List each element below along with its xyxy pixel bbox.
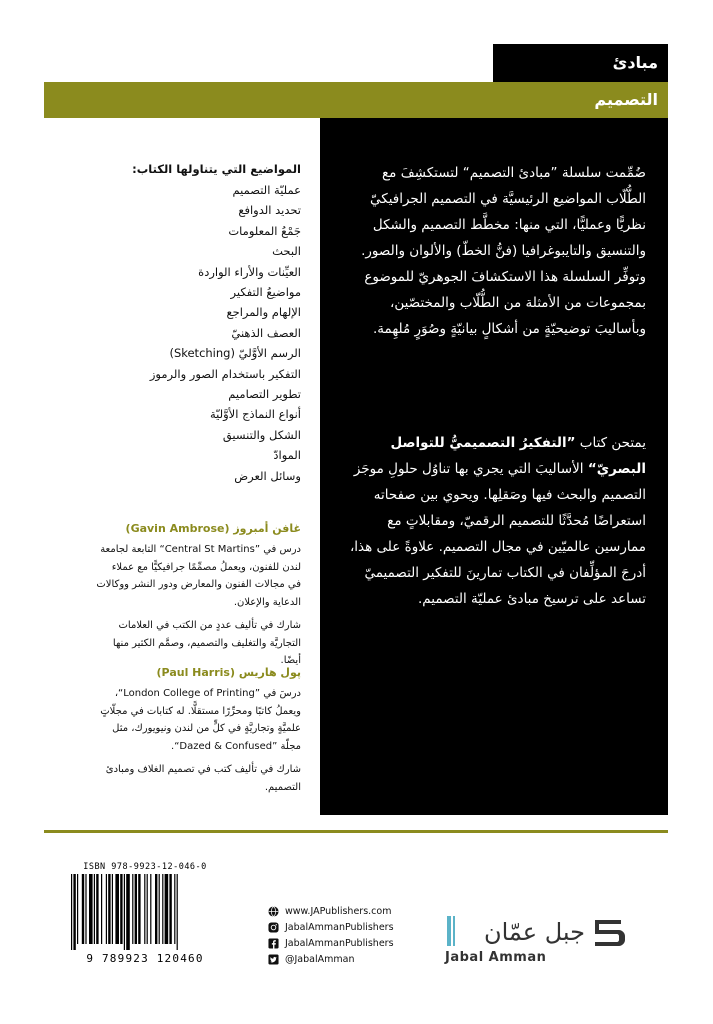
barcode-bar xyxy=(96,874,98,944)
barcode-bar xyxy=(177,874,178,950)
description-paragraph-1: ضُمِّمت سلسلة ”مبادئ التصميم“ لتستكشِفَ مع الطُّلّاب المواضيع الرئيسيَّة في التصميم الجرافيكيّ نظريًّا وعمليًّا، التي منها: مخطَّط التصميم والشكل والتنسيق والتايبوغرافيا (فنُّ الخطّ) والألوان والصور. وتوفِّر السلسلة هذا الاستكشافَ الجوهريّ للموضوع بمجموعات من الأمثلة من الطُّلّاب والمختصّين، وبأساليبَ توضيحيّةٍ من أشكالٍ بيانيّةٍ وصُوَرٍ مُلهِمة. xyxy=(361,165,646,337)
topic-item: عمليّة التصميم xyxy=(232,183,301,197)
barcode-bar xyxy=(71,874,72,950)
barcode-bar xyxy=(89,874,93,944)
barcode-bar xyxy=(124,874,125,950)
topics-section xyxy=(96,162,301,486)
barcode-bar xyxy=(108,874,110,944)
topic-item: العصف الذهنيّ xyxy=(231,325,301,340)
contact-facebook[interactable] xyxy=(268,935,438,951)
barcode-bar xyxy=(115,874,119,944)
author-bio: درسَ في ”London College of Printing“، ويعملُ كاتبًا ومحرِّرًا مستقلًّا. له كتابات في مجلّاتٍ علميَّةٍ وتجاريَّةٍ في كلٍّ من لندن ونيويورك، مثل مجلّة ”Dazed & Confused“. شارك في تأليف كتب في تصميم الغلاف ومبادئ التصميم. xyxy=(100,688,301,793)
author-name: پول هاريس (Paul Harris) xyxy=(156,666,301,679)
globe-icon xyxy=(268,906,279,917)
isbn-text: ISBN 978-9923-12-046-0 xyxy=(83,862,207,872)
footer-divider xyxy=(44,830,668,833)
contact-text: www.JAPublishers.com xyxy=(285,905,392,917)
barcode-bar xyxy=(159,874,160,944)
topic-item: تطوير التصاميم xyxy=(228,387,301,402)
contact-text: JabalAmmanPublishers xyxy=(285,937,394,949)
topic-item: مواضيعُ التفكير xyxy=(230,285,301,300)
barcode-bar xyxy=(106,874,107,944)
barcode-bar xyxy=(77,874,78,944)
contact-list xyxy=(268,903,438,967)
publisher-arabic: جبل عمّان xyxy=(483,918,585,946)
barcode-bar xyxy=(155,874,157,944)
barcode-bar xyxy=(82,874,84,944)
topic-item: الرسم الأوَّليّ (Sketching) xyxy=(169,346,301,361)
barcode-bar xyxy=(112,874,113,944)
topic-item: الموادّ xyxy=(273,448,301,463)
instagram-icon xyxy=(268,922,279,933)
contact-instagram[interactable] xyxy=(268,919,438,935)
topic-item: أنواع النماذج الأوَّليّة xyxy=(209,407,301,422)
topic-item: جَمْعُ المعلومات xyxy=(228,223,301,238)
topic-item: البحث xyxy=(272,244,301,259)
barcode-bar xyxy=(120,874,122,944)
barcode-digits: 9 789923 120460 xyxy=(86,952,204,965)
author-section-1 xyxy=(96,522,301,676)
topic-item: التفكير باستخدام الصور والرموز xyxy=(149,366,301,381)
facebook-icon xyxy=(268,938,279,949)
topic-item: وسائل العرض xyxy=(234,468,301,483)
series-label: مبادئ xyxy=(493,44,668,82)
topic-item: الشكل والتنسيق xyxy=(222,427,301,442)
barcode-bar xyxy=(73,874,75,950)
topic-item: الإلهام والمراجع xyxy=(226,305,301,320)
barcode-bar xyxy=(132,874,133,944)
contact-website[interactable] xyxy=(268,903,438,919)
barcode-bar xyxy=(85,874,86,944)
topics-heading: المواضيع التي يتناولها الكتاب: xyxy=(132,162,301,176)
barcode-bar xyxy=(135,874,137,944)
barcode-bars xyxy=(65,872,225,952)
barcode-bar xyxy=(94,874,95,944)
author-section-2 xyxy=(96,666,301,802)
contact-twitter[interactable] xyxy=(268,951,438,967)
barcode-bar xyxy=(169,874,171,944)
barcode xyxy=(65,862,225,972)
topic-item: تحديد الدوافع xyxy=(238,203,301,218)
title-band xyxy=(44,82,668,118)
topics-list xyxy=(96,180,301,486)
book-title-bold: ”التفكيرُ التصميميُّ للتواصل البصريّ“ xyxy=(390,435,646,477)
contact-text: JabalAmmanPublishers xyxy=(285,921,394,933)
barcode-bar xyxy=(162,874,163,944)
barcode-bar xyxy=(147,874,148,944)
barcode-bar xyxy=(174,874,175,944)
barcode-bar xyxy=(101,874,102,944)
description-paragraph-2: يمتحن كتاب ”التفكيرُ التصميميُّ للتواصل البصريّ“ الأساليبَ التي يجري بها تناوُل حلولِ موجَز التصميم والبحث فيها وصَقلِها. ويحوي بين صفحاته استعراضًا مُحدَّثًا للتصميم الرقميّ، ومقابلاتٍ مع ممارسين عالميّين في مجال التصميم. علاوةً على هذا، أدرجَ المؤلِّفان في الكتاب تمارينَ للتفكير التصميميّ تساعد على ترسيخ مبادئ عمليّة التصميم. xyxy=(349,435,646,607)
barcode-bar xyxy=(165,874,169,944)
publisher-latin: Jabal Amman xyxy=(445,950,547,965)
barcode-bar xyxy=(138,874,140,944)
barcode-bar xyxy=(126,874,130,950)
barcode-bar xyxy=(150,874,151,944)
publisher-logo-mark xyxy=(445,910,635,952)
publisher-logo xyxy=(445,910,635,965)
barcode-bar xyxy=(144,874,145,944)
author-name: غافن أمبروز (Gavin Ambrose) xyxy=(125,522,301,535)
cover-title: التصميم xyxy=(594,90,658,109)
twitter-icon xyxy=(268,954,279,965)
contact-text: @JabalAmman xyxy=(285,953,355,965)
topic-item: العيِّنات والأراء الواردة xyxy=(198,264,301,279)
description-panel xyxy=(320,118,668,815)
author-bio: درس في ”Central St Martins“ التابعة لجامعة لندن للفنون، ويعملُ مصمِّمًا جرافيكيًّا مع عملاء في مجالات الفنون والمعارض ودور النشر ووكالات الدعاية والإعلان. شارك في تأليف عددٍ من الكتب في العلامات التجاريَّة والتغليف والتصميم، وصمَّم الكثير منها أيضًا. xyxy=(96,544,301,666)
